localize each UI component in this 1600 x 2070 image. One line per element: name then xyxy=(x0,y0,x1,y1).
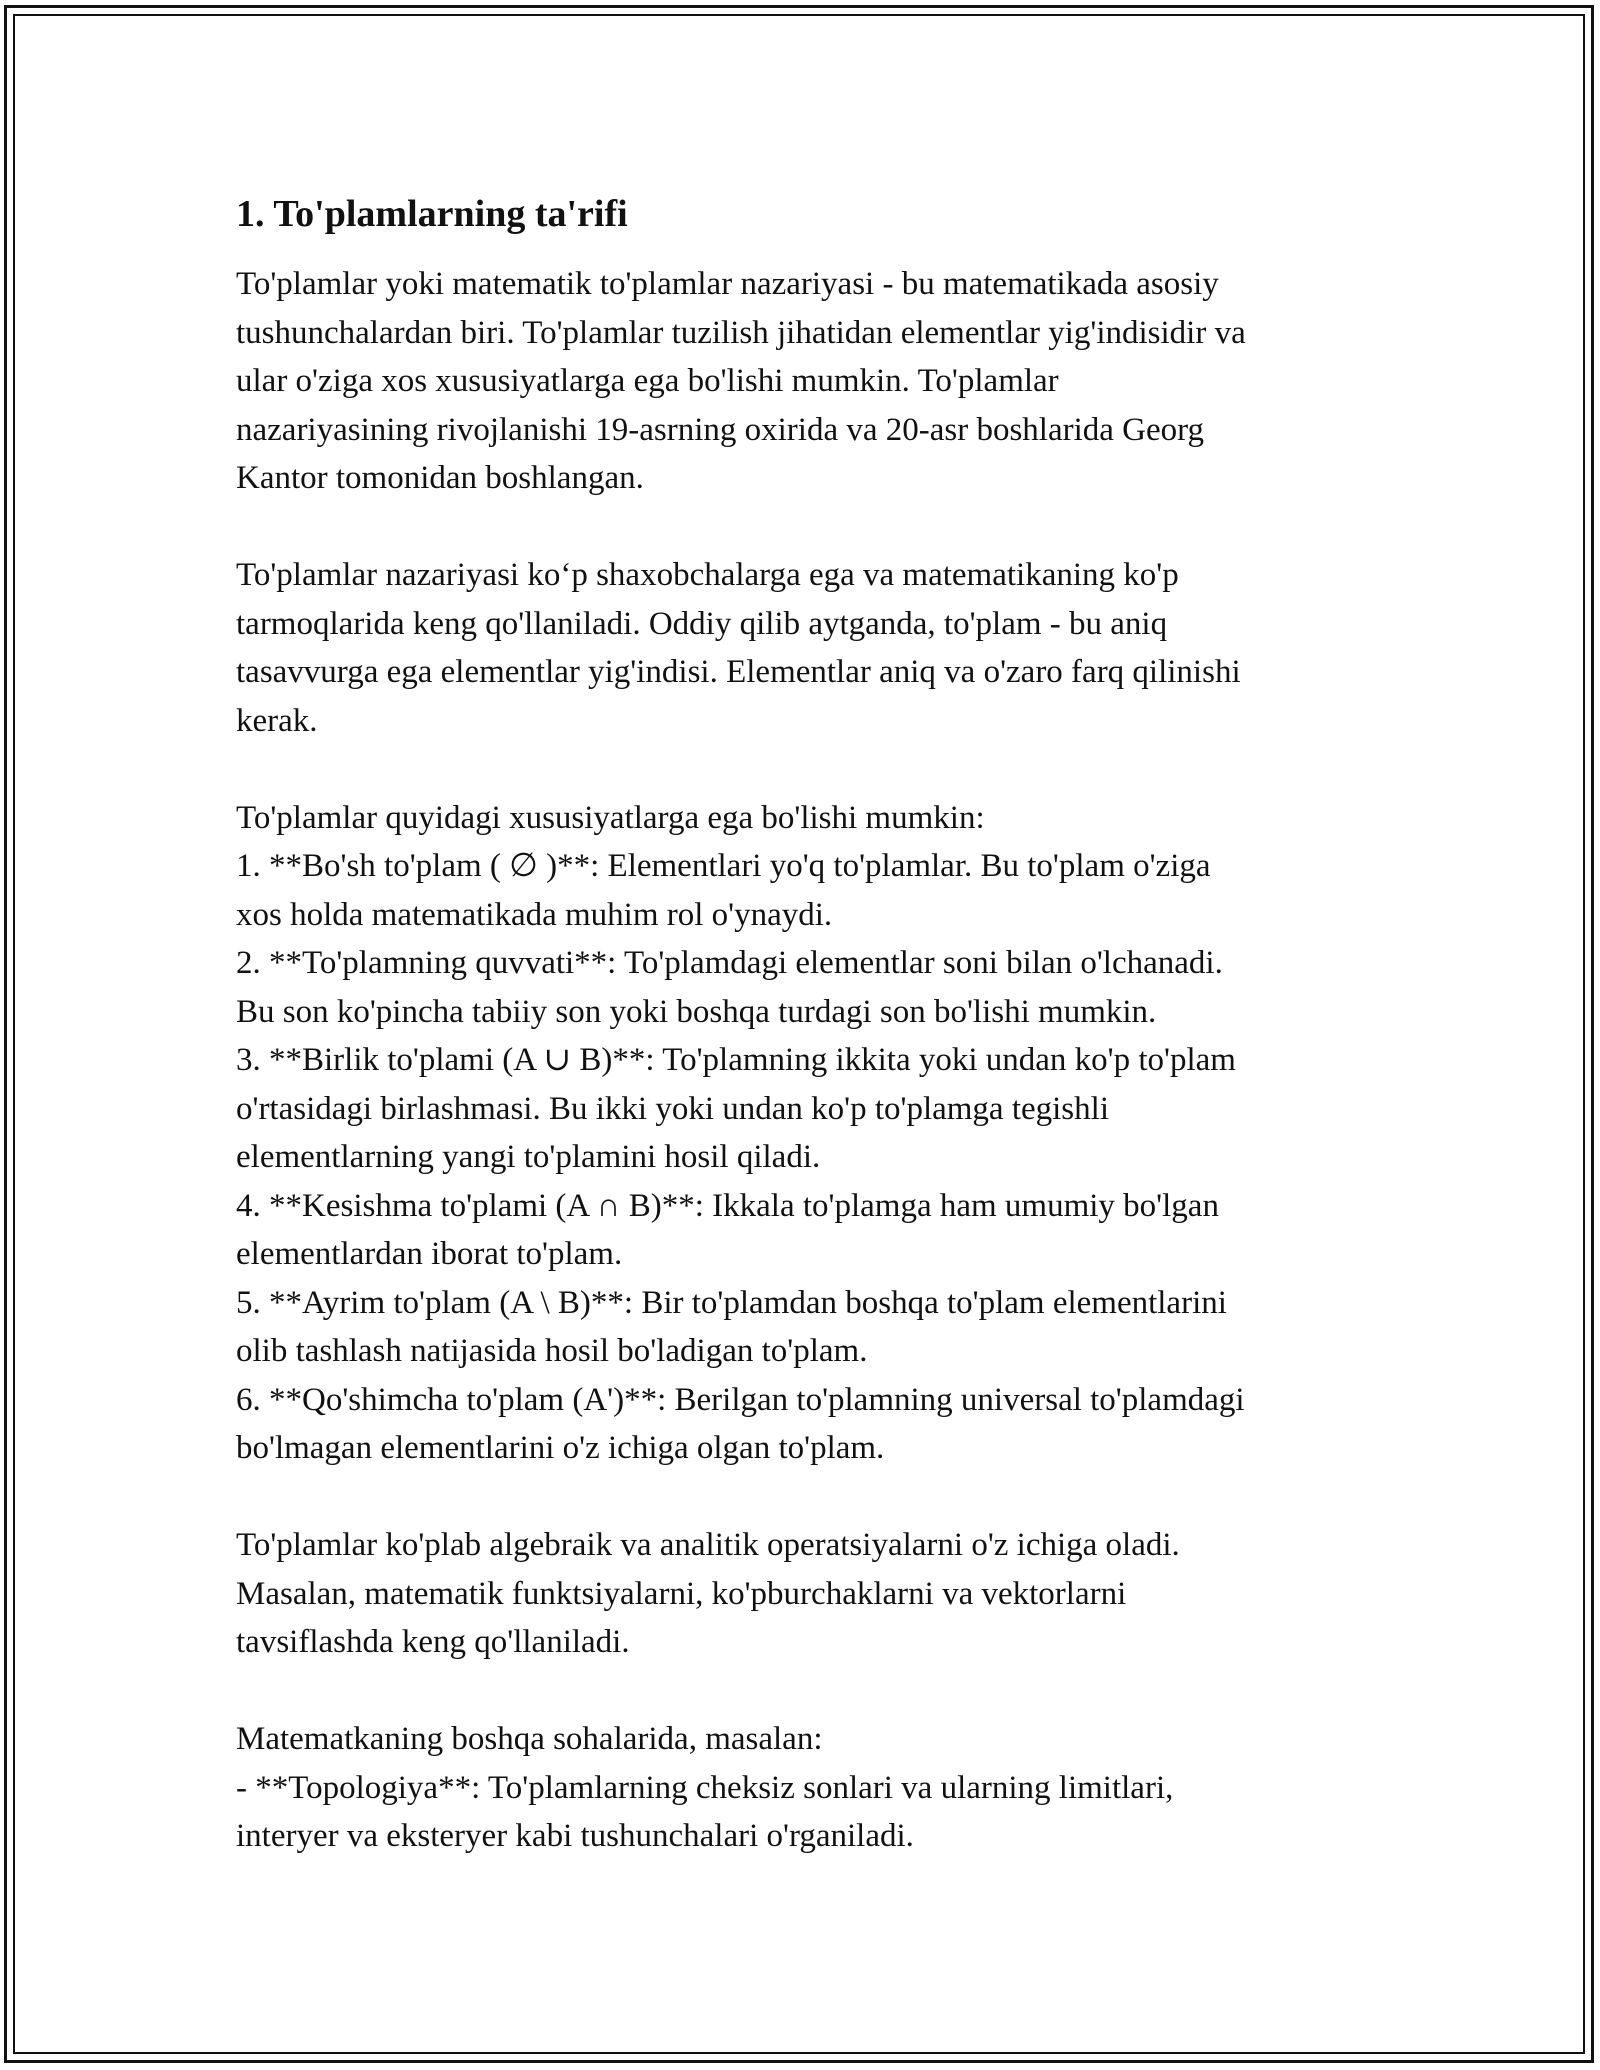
paragraph-properties-list xyxy=(236,794,1376,1473)
paragraph-theory xyxy=(236,551,1376,745)
list-item-line: olib tashlash natijasida hosil bo'ladigan to'plam. xyxy=(236,1333,868,1369)
list-item-line: 2. **To'plamning quvvati**: To'plamdagi elementlar soni bilan o'lchanadi. xyxy=(236,945,1223,981)
list-item-line: elementlarning yangi to'plamini hosil qiladi. xyxy=(236,1139,821,1175)
paragraph-intro xyxy=(236,260,1376,503)
text-line: tasavvurga ega elementlar yig'indisi. Elementlar aniq va o'zaro farq qilinishi xyxy=(236,654,1241,690)
paragraph-other-fields xyxy=(236,1715,1376,1861)
text-line: To'plamlar ko'plab algebraik va analitik operatsiyalarni o'z ichiga oladi. xyxy=(236,1527,1180,1563)
section-heading: 1. To'plamlarning ta'rifi xyxy=(236,193,628,235)
paragraph-gap xyxy=(236,503,1376,552)
list-item-line: o'rtasidagi birlashmasi. Bu ikki yoki undan ko'p to'plamga tegishli xyxy=(236,1090,1109,1127)
text-line: tushunchalardan biri. To'plamlar tuzilish jihatidan elementlar yig'indisidir va xyxy=(236,314,1246,351)
text-line: To'plamlar quyidagi xususiyatlarga ega bo'lishi mumkin: xyxy=(236,799,985,836)
text-line: nazariyasining rivojlanishi 19-asrning oxirida va 20-asr boshlarida Georg xyxy=(236,411,1205,448)
text-line: tavsiflashda keng qo'llaniladi. xyxy=(236,1624,630,1660)
list-item-line: xos holda matematikada muhim rol o'ynaydi. xyxy=(236,896,833,933)
text-line: Masalan, matematik funktsiyalarni, ko'pburchaklarni va vektorlarni xyxy=(236,1575,1127,1612)
list-item-line: elementlardan iborat to'plam. xyxy=(236,1236,623,1272)
paragraph-gap xyxy=(236,1667,1376,1716)
text-line: To'plamlar yoki matematik to'plamlar nazariyasi - bu matematikada asosiy xyxy=(236,266,1219,302)
text-line: kerak. xyxy=(236,702,318,739)
paragraph-operations xyxy=(236,1521,1376,1667)
text-line: To'plamlar nazariyasi ko‘p shaxobchalarga ega va matematikaning ko'p xyxy=(236,557,1179,593)
list-item-line: 6. **Qo'shimcha to'plam (A')**: Berilgan to'plamning universal to'plamdagi xyxy=(236,1381,1245,1418)
list-item-line: - **Topologiya**: To'plamlarning cheksiz sonlari va ularning limitlari, xyxy=(236,1769,1174,1806)
list-item-line: 5. **Ayrim to'plam (A \ B)**: Bir to'plamdan boshqa to'plam elementlarini xyxy=(236,1284,1227,1321)
list-item-line: Bu son ko'pincha tabiiy son yoki boshqa turdagi son bo'lishi mumkin. xyxy=(236,993,1157,1030)
list-item-line: 3. **Birlik to'plami (A ∪ B)**: To'plamning ikkita yoki undan ko'p to'plam xyxy=(236,1042,1236,1078)
paragraph-gap xyxy=(236,745,1376,794)
text-line: Kantor tomonidan boshlangan. xyxy=(236,460,644,496)
paragraph-gap xyxy=(236,1473,1376,1522)
text-line: Matematkaning boshqa sohalarida, masalan: xyxy=(236,1721,823,1757)
list-item-line: 1. **Bo'sh to'plam ( ∅ )**: Elementlari yo'q to'plamlar. Bu to'plam o'ziga xyxy=(236,848,1211,884)
document-body xyxy=(236,186,1376,1861)
list-item-line: interyer va eksteryer kabi tushunchalari o'rganiladi. xyxy=(236,1818,914,1854)
text-line: ular o'ziga xos xususiyatlarga ega bo'lishi mumkin. To'plamlar xyxy=(236,363,1059,399)
list-item-line: bo'lmagan elementlarini o'z ichiga olgan to'plam. xyxy=(236,1430,885,1466)
text-line: tarmoqlarida keng qo'llaniladi. Oddiy qilib aytganda, to'plam - bu aniq xyxy=(236,605,1168,642)
list-item-line: 4. **Kesishma to'plami (A ∩ B)**: Ikkala to'plamga ham umumiy bo'lgan xyxy=(236,1187,1219,1224)
